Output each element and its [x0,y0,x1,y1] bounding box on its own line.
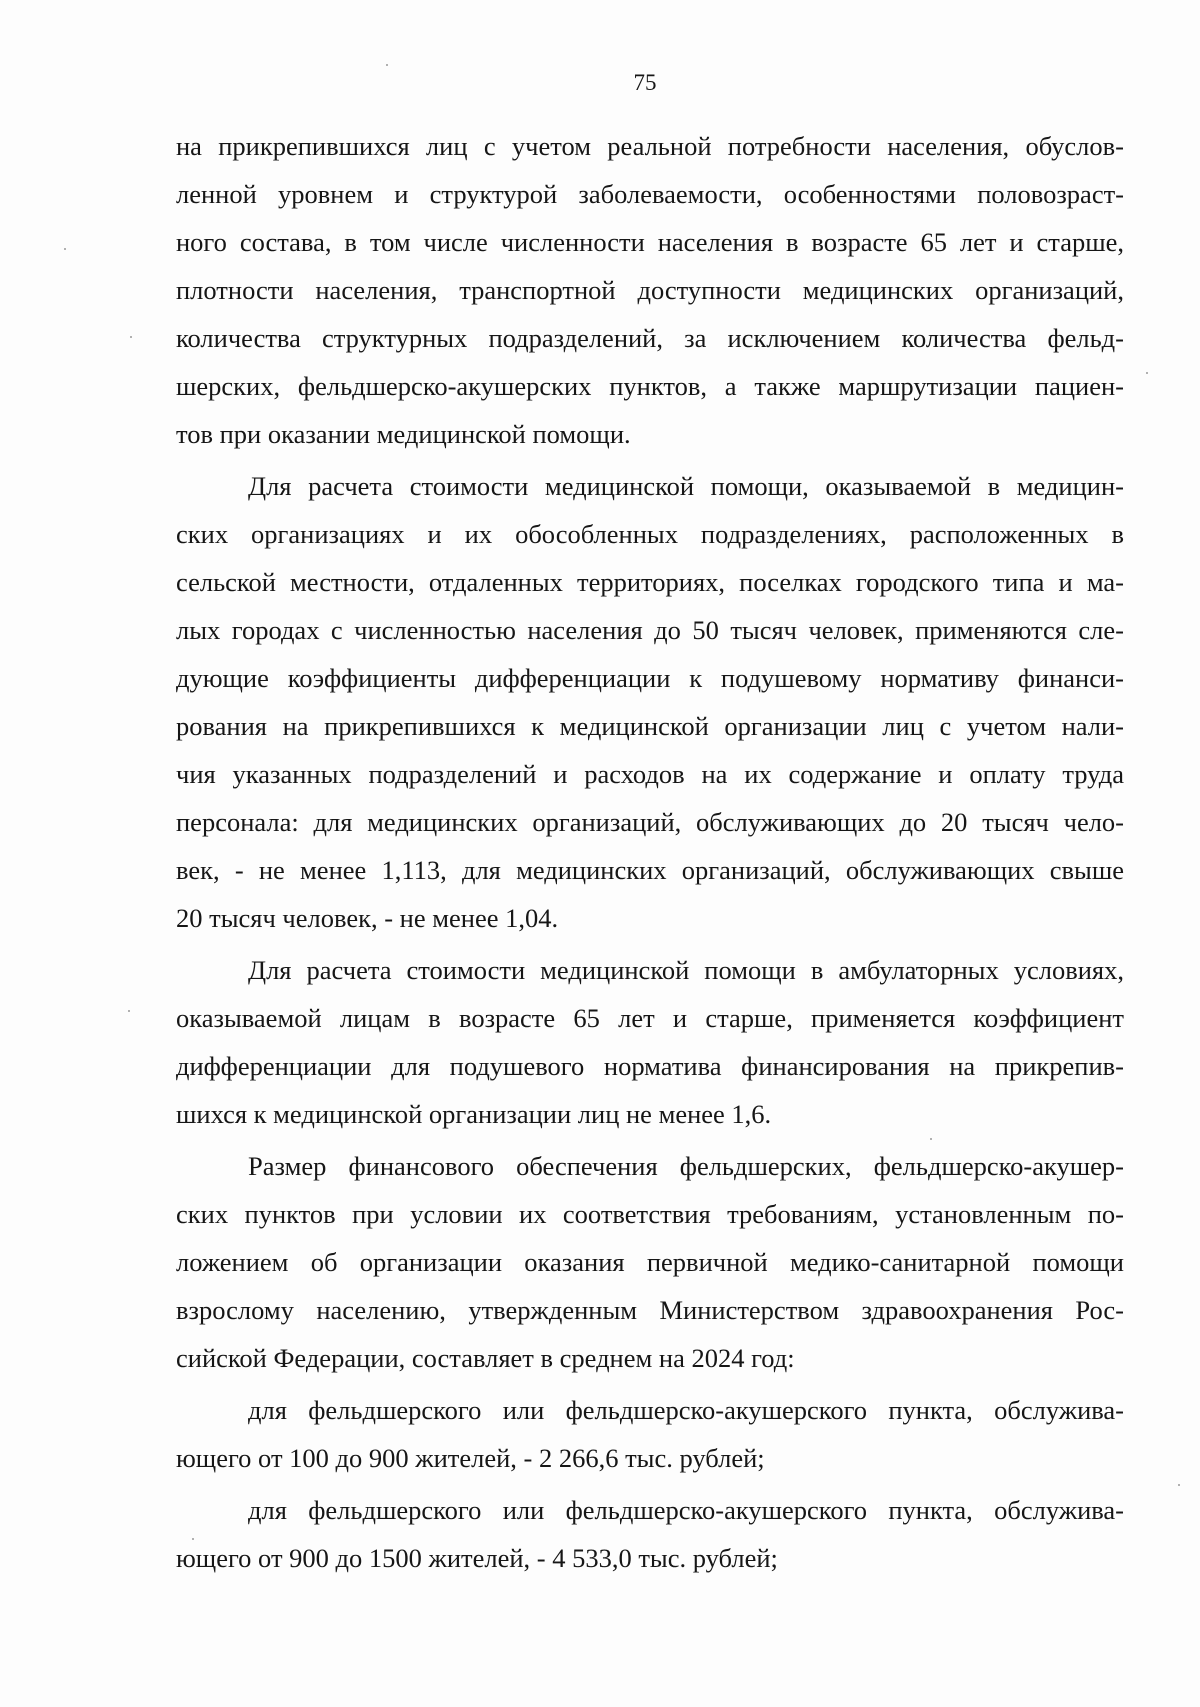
scan-speck [930,1138,932,1140]
text-line: количества структурных подразделений, за исключением количества фельд- [176,323,1124,353]
text-line: сийской Федерации, составляет в среднем на 2024 год: [176,1343,795,1373]
text-line: плотности населения, транспортной доступности медицинских организаций, [176,275,1124,305]
scan-speck [64,248,66,250]
text-line: для фельдшерского или фельдшерско-акушерского пункта, обслужива- [248,1395,1124,1425]
paragraph-2 [176,462,1124,942]
text-line: лых городах с численностью населения до 50 тысяч человек, применяются сле- [176,615,1124,645]
paragraph-3 [176,946,1124,1138]
text-line: ложением об организации оказания первичной медико-санитарной помощи [176,1247,1124,1277]
paragraph-5 [176,1386,1124,1482]
text-line: Для расчета стоимости медицинской помощи, оказываемой в медицин- [248,471,1124,501]
page-number: 75 [633,70,657,95]
scan-speck [130,336,132,338]
text-line: персонала: для медицинских организаций, обслуживающих до 20 тысяч чело- [176,807,1124,837]
text-line: рования на прикрепившихся к медицинской организации лиц с учетом нали- [176,711,1124,741]
scan-speck [1146,372,1148,374]
text-line: на прикрепившихся лиц с учетом реальной потребности населения, обуслов- [176,131,1124,161]
paragraph-6 [176,1486,1124,1582]
document-body [176,122,1124,1586]
scan-speck [1178,1484,1180,1486]
text-line: ного состава, в том числе численности населения в возрасте 65 лет и старше, [176,227,1124,257]
text-line: тов при оказании медицинской помощи. [176,419,631,449]
text-line: Для расчета стоимости медицинской помощи в амбулаторных условиях, [248,955,1124,985]
text-line: дующие коэффициенты дифференциации к подушевому нормативу финанси- [176,663,1124,693]
text-line: Размер финансового обеспечения фельдшерских, фельдшерско-акушер- [248,1151,1124,1181]
scan-speck [386,64,388,66]
text-line: ющего от 900 до 1500 жителей, - 4 533,0 тыс. рублей; [176,1543,778,1573]
text-line: оказываемой лицам в возрасте 65 лет и старше, применяется коэффициент [176,1003,1124,1033]
text-line: для фельдшерского или фельдшерско-акушерского пункта, обслужива- [248,1495,1124,1525]
text-line: сельской местности, отдаленных территориях, поселках городского типа и ма- [176,567,1124,597]
text-line: век, - не менее 1,113, для медицинских организаций, обслуживающих свыше [176,855,1124,885]
text-line: 20 тысяч человек, - не менее 1,04. [176,903,559,933]
scan-speck [128,1010,130,1012]
text-line: ских организациях и их обособленных подразделениях, расположенных в [176,519,1124,549]
text-line: дифференциации для подушевого норматива финансирования на прикрепив- [176,1051,1124,1081]
paragraph-4 [176,1142,1124,1382]
text-line: взрослому населению, утвержденным Министерством здравоохранения Рос- [176,1295,1124,1325]
paragraph-1 [176,122,1124,458]
text-line: ющего от 100 до 900 жителей, - 2 266,6 тыс. рублей; [176,1443,765,1473]
text-line: ских пунктов при условии их соответствия требованиям, установленным по- [176,1199,1124,1229]
text-line: чия указанных подразделений и расходов на их содержание и оплату труда [176,759,1124,789]
scan-speck [192,1538,194,1540]
text-line: шихся к медицинской организации лиц не менее 1,6. [176,1099,772,1129]
text-line: ленной уровнем и структурой заболеваемости, особенностями половозраст- [176,179,1124,209]
text-line: шерских, фельдшерско-акушерских пунктов, а также маршрутизации пациен- [176,371,1124,401]
